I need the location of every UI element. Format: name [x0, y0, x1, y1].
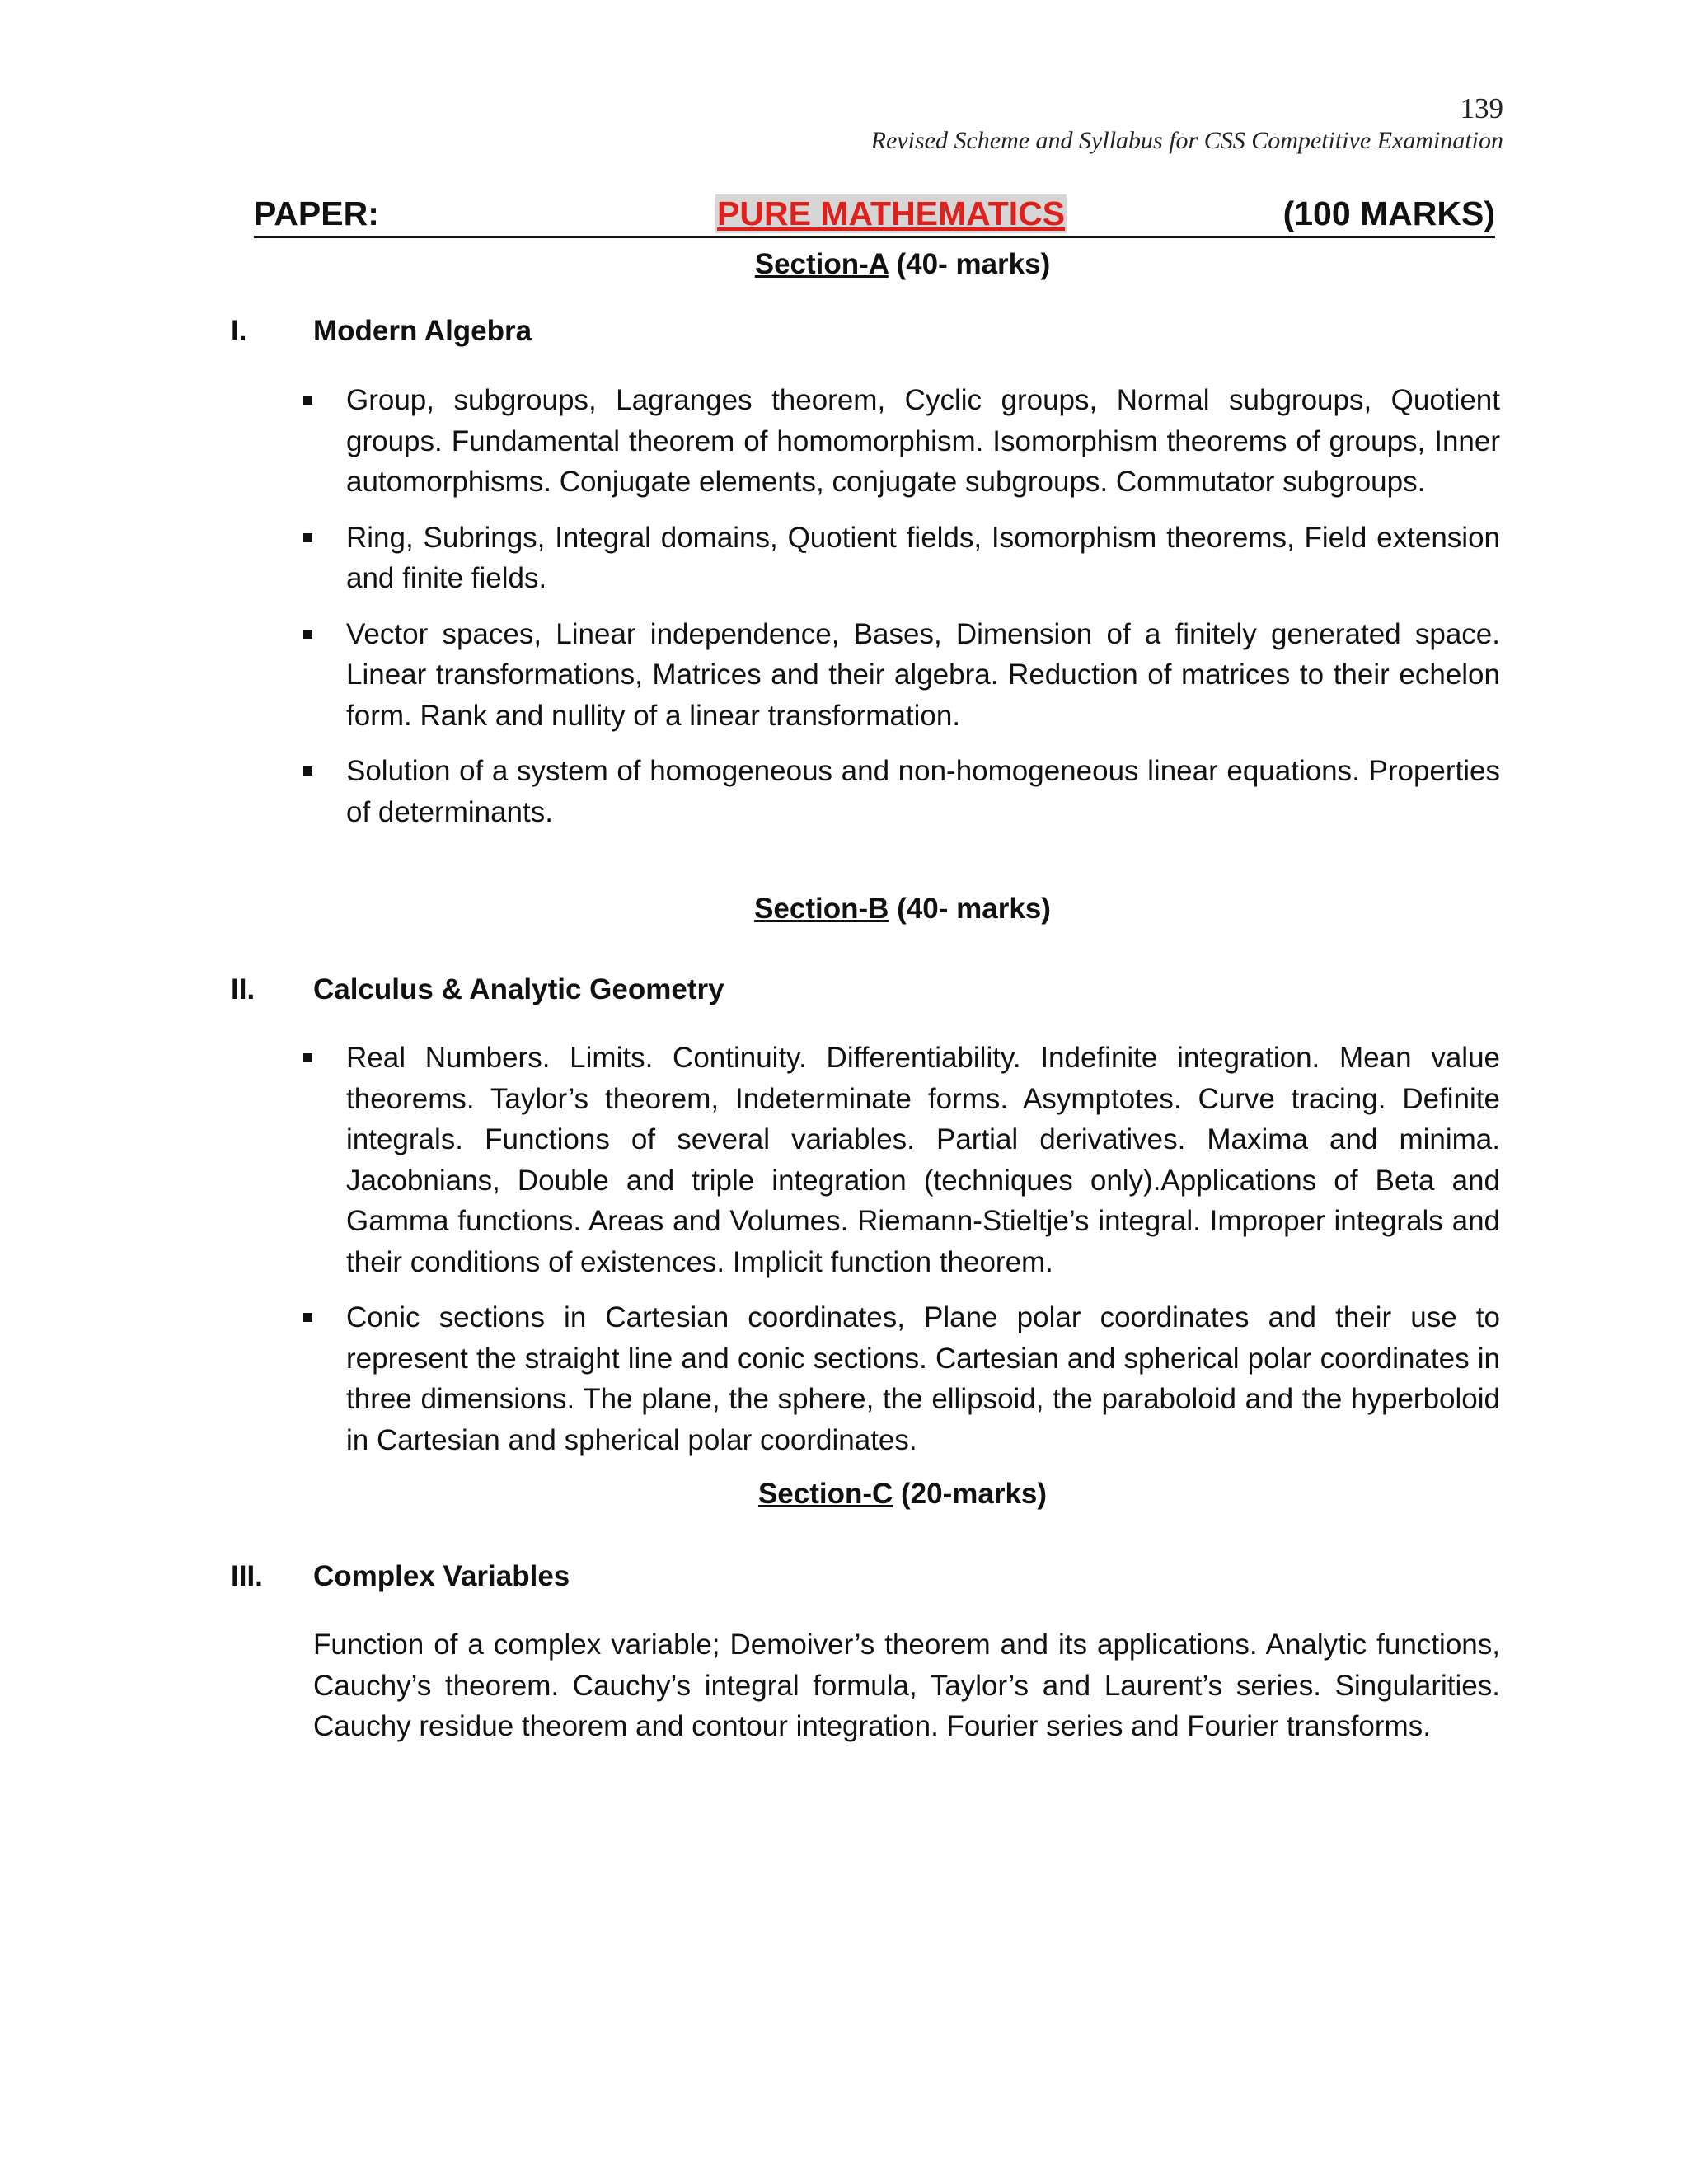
list-item-text: Group, subgroups, Lagranges theorem, Cyclic groups, Normal subgroups, Quotient groups. Fundamental theorem of homomorphism. Isomorphism theorems of groups, Inner automorphisms. Conjugate elements, conjugate subgroups. Commutator subgroups.: [346, 384, 1500, 498]
topic-calculus-analytic-geometry: [231, 973, 724, 1006]
list-item-text: Real Numbers. Limits. Continuity. Differentiability. Indefinite integration. Mean value theorems. Taylor’s theorem, Indeterminate forms. Asymptotes. Curve tracing. Definite integrals. Functions of several variables. Partial derivatives. Maxima and minima. Jacobnians, Double and triple integration (techniques only).Applications of Beta and Gamma functions. Areas and Volumes. Riemann-Stieltje’s integral. Improper integrals and their conditions of existences. Implicit function theorem.: [346, 1042, 1500, 1278]
list-item-text: Vector spaces, Linear independence, Bases, Dimension of a finitely generated space. Linear transformations, Matrices and their algebra. Reduction of matrices to their echelon form. Rank and nullity of a linear transformation.: [346, 617, 1500, 732]
topic-title: Complex Variables: [313, 1560, 570, 1592]
square-bullet-icon: [303, 533, 312, 542]
section-a-marks: (40- marks): [888, 248, 1051, 280]
list-item: [297, 1297, 1500, 1460]
section-b-marks: (40- marks): [889, 893, 1051, 925]
list-item-text: Conic sections in Cartesian coordinates, Plane polar coordinates and their use to represent the straight line and conic sections. Cartesian and spherical polar coordinates in three dimensions. The plane, the sphere, the ellipsoid, the paraboloid and the hyperboloid in Cartesian and spherical polar coordinates.: [346, 1301, 1500, 1456]
section-a-heading: [0, 248, 1688, 281]
topic-title: Calculus & Analytic Geometry: [313, 973, 724, 1005]
paper-title-line: [254, 191, 1495, 238]
square-bullet-icon: [303, 1313, 312, 1322]
section-c-marks: (20-marks): [893, 1478, 1048, 1510]
topic-title: Modern Algebra: [313, 315, 532, 347]
section-c-name: Section-C: [757, 1478, 893, 1510]
list-item: [297, 751, 1500, 832]
list-item-text: Solution of a system of homogeneous and non-homogeneous linear equations. Properties of determinants.: [346, 755, 1500, 828]
square-bullet-icon: [303, 1053, 312, 1062]
topic-complex-variables: [231, 1560, 570, 1593]
square-bullet-icon: [303, 396, 312, 405]
square-bullet-icon: [303, 766, 312, 776]
list-item: [297, 380, 1500, 503]
topic-number: II.: [231, 973, 256, 1005]
list-item: [297, 1038, 1500, 1282]
square-bullet-icon: [303, 630, 312, 639]
section-b-name: Section-B: [754, 893, 889, 925]
modern-algebra-list: [297, 380, 1500, 847]
section-a-name: Section-A: [754, 248, 889, 280]
topic-modern-algebra: [231, 315, 532, 348]
list-item: [297, 518, 1500, 599]
paper-total-marks: (100 MARKS): [1282, 194, 1495, 232]
section-c-heading: [0, 1478, 1688, 1511]
list-item: [297, 614, 1500, 737]
paper-subject: PURE MATHEMATICS: [717, 194, 1066, 232]
calculus-list: [297, 1038, 1500, 1475]
topic-number: III.: [231, 1560, 263, 1592]
paper-label: PAPER:: [254, 194, 379, 232]
topic-number: I.: [231, 315, 247, 347]
page-number: 139: [1460, 92, 1503, 124]
section-b-heading: [0, 893, 1688, 926]
complex-variables-paragraph: Function of a complex variable; Demoiver’s theorem and its applications. Analytic functions, Cauchy’s theorem. Cauchy’s integral formula, Taylor’s and Laurent’s series. Singularities. Cauchy residue theorem and contour integration. Fourier series and Fourier transforms.: [313, 1629, 1500, 1742]
list-item-text: Ring, Subrings, Integral domains, Quotient fields, Isomorphism theorems, Field extension and finite fields.: [346, 521, 1500, 594]
running-header: Revised Scheme and Syllabus for CSS Competitive Examination: [870, 127, 1503, 154]
